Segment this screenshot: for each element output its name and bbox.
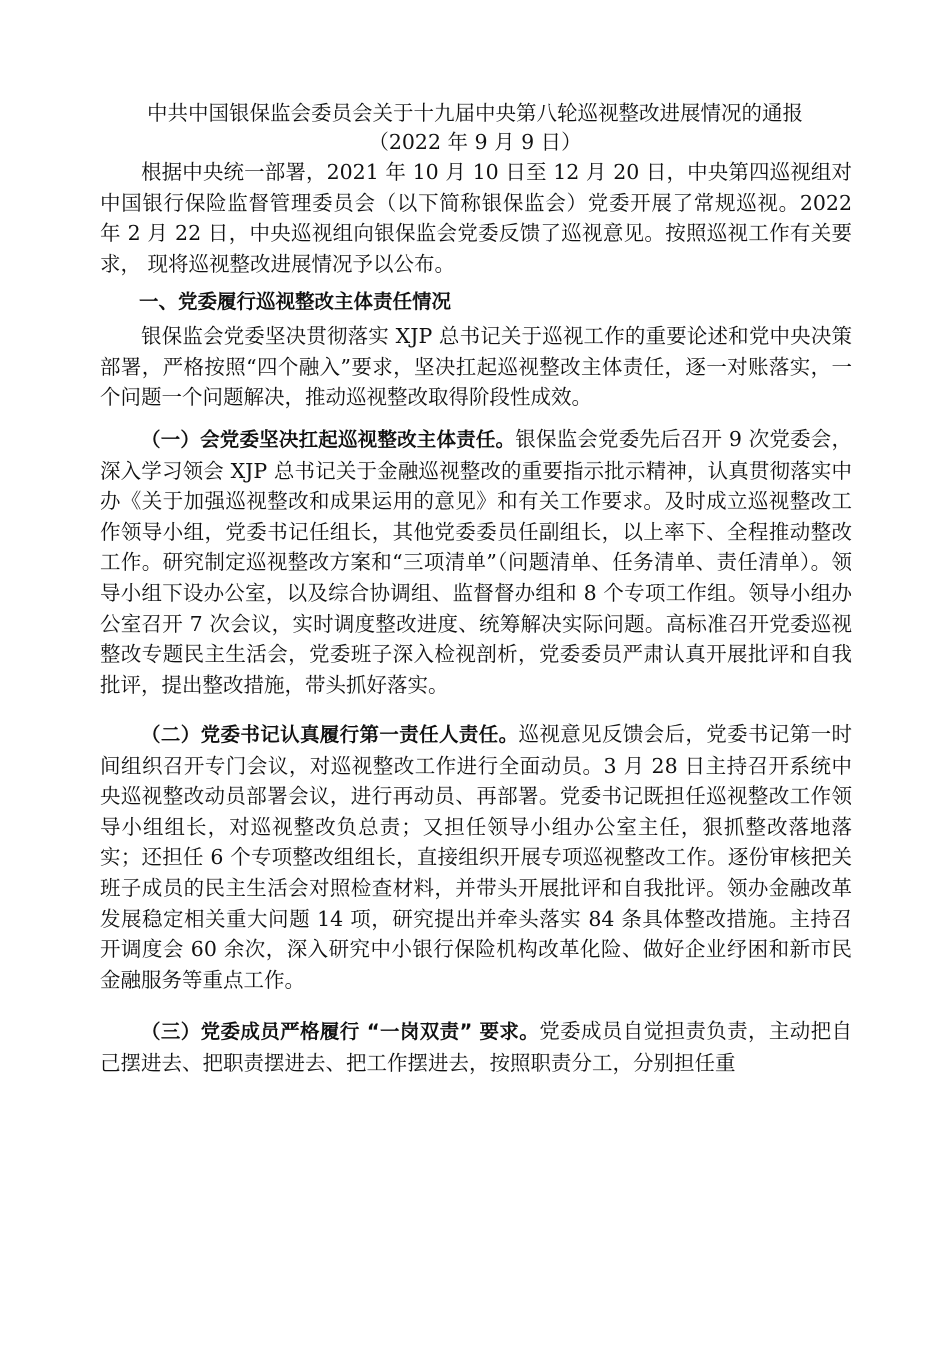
item-paragraph-3 [100, 1016, 852, 1078]
item-paragraph-2 [100, 719, 852, 995]
item-body-3: 党委成员自觉担责负责，主动把自己摆进去、把职责摆进去、把工作摆进去，按照职责分工，分别担任重 [100, 1019, 852, 1075]
item-heading-3: （三）党委成员严格履行 “一岗双责” 要求。 [141, 1020, 540, 1043]
section-heading: 一、党委履行巡视整改主体责任情况 [139, 290, 452, 313]
item-body-2: 巡视意见反馈会后，党委书记第一时间组织召开专门会议，对巡视整改工作进行全面动员。3 月 28 日主持召开系统中央巡视整改动员部署会议，进行再动员、再部署。党委书记既担任巡视整改工作领导小组组长，对巡视整改负总责；又担任领导小组办公室主任，狠抓整改落地落实；还担任 6 个专项整改组组长，直接组织开展专项巡视整改工作。逐份审核把关班子成员的民主生活会对照检查材料，并带头开展批评和自我批评。领办金融改革发展稳定相关重大问题 14 项，研究提出并牵头落实 84 条具体整改措施。主持召开调度会 60 余次，深入研究中小银行保险机构改革化险、做好企业纾困和新市民金融服务等重点工作。 [100, 722, 853, 992]
document-date: （2022 年 9 月 9 日） [368, 130, 582, 154]
item-heading-1: （一）会党委坚决扛起巡视整改主体责任。 [141, 428, 516, 451]
item-body-1: 银保监会党委先后召开 9 次党委会，深入学习领会 XJP 总书记关于金融巡视整改的重要指示批示精神，认真贯彻落实中办《关于加强巡视整改和成果运用的意见》和有关工作要求。及时成立巡视整改工作领导小组，党委书记任组长，其他党委委员任副组长，以上率下、全程推动整改工作。研究制定巡视整改方案和“三项清单”（问题清单、任务清单、责任清单）。领导小组下设办公室，以及综合协调组、监督督办组和 8 个专项工作组。领导小组办公室召开 7 次会议，实时调度整改进度、统筹解决实际问题。高标准召开党委巡视整改专题民主生活会，党委班子深入检视剖析，党委委员严肃认真开展批评和自我批评，提出整改措施，带头抓好落实。 [100, 427, 852, 697]
section-body-paragraph: 银保监会党委坚决贯彻落实 XJP 总书记关于巡视工作的重要论述和党中央决策部署，严格按照“四个融入”要求，坚决扛起巡视整改主体责任，逐一对账落实，一个问题一个问题解决，推动巡视整改取得阶段性成效。 [100, 324, 852, 410]
item-heading-2: （二）党委书记认真履行第一责任人责任。 [141, 723, 519, 746]
item-paragraph-1 [100, 424, 852, 700]
intro-paragraph: 根据中央统一部署，2021 年 10 月 10 日至 12 月 20 日，中央第四巡视组对中国银行保险监督管理委员会（以下简称银保监会）党委开展了常规巡视。2022 年 2 月 22 日，中央巡视组向银保监会党委反馈了巡视意见。按照巡视工作有关要求， 现将巡视整改进展情况予以公布。 [100, 160, 852, 276]
document-title: 中共中国银保监会委员会关于十九届中央第八轮巡视整改进展情况的通报 [147, 101, 803, 125]
